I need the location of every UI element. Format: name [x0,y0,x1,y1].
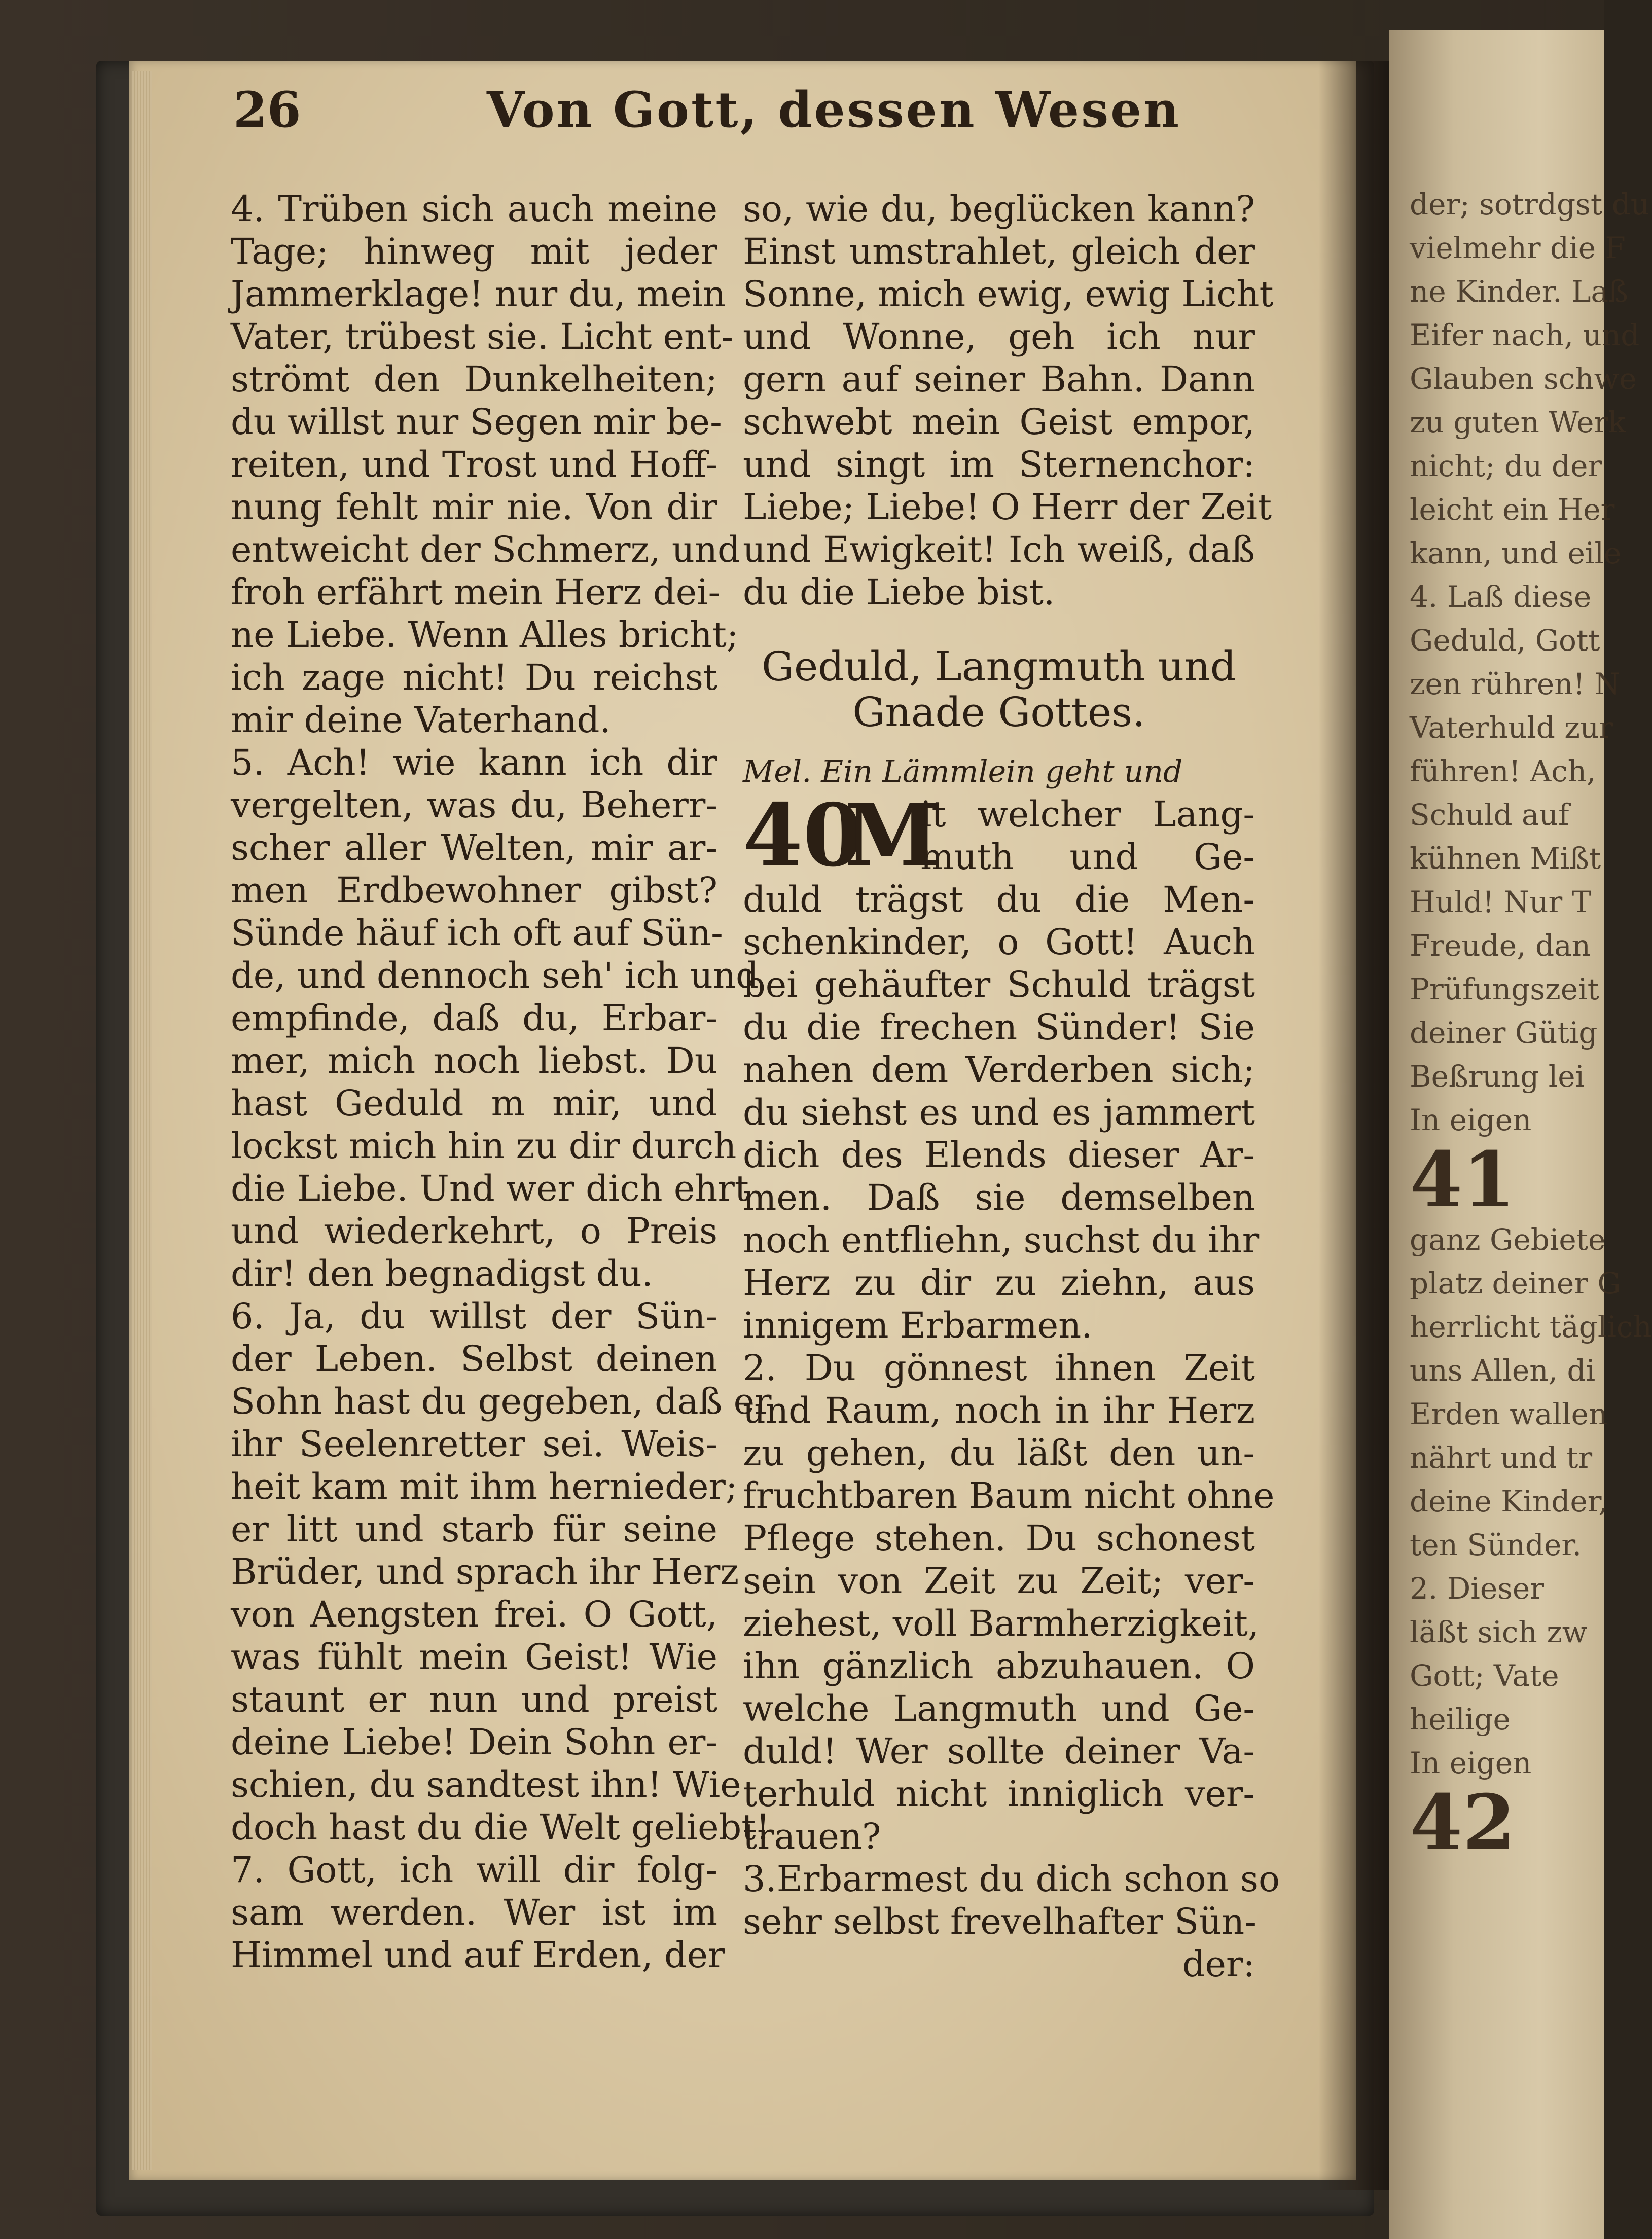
text-line: und Wonne, geh ich nur [743,316,1255,357]
left-column [231,188,772,1976]
next-page-fragment: Erden wallen [1410,1397,1608,1431]
text-line: men. Daß sie demselben [743,1177,1255,1218]
next-page-fragment: ten Sünder. [1410,1528,1582,1562]
text-line: hast Geduld m mir, und [231,1082,717,1124]
text-line: Brüder, und sprach ihr Herz [231,1551,739,1593]
text-line: bei gehäufter Schuld trägst [743,964,1255,1005]
spacer [743,735,1255,750]
next-page-fragment: Eifer nach, und [1410,318,1640,352]
text-line: froh erfährt mein Herz dei- [231,571,721,613]
text-line: sam werden. Wer ist im [231,1892,717,1933]
text-line: 3.Erbarmest du dich schon so [743,1858,1280,1900]
text-line: von Aengsten frei. O Gott, [231,1594,717,1635]
text-line: 5. Ach! wie kann ich dir [231,742,717,783]
next-page-text [1410,183,1652,1867]
next-page-fragment: kann, und eile [1410,536,1622,570]
text-line: sein von Zeit zu Zeit; ver- [743,1560,1255,1602]
next-page-fragment: 4. Laß diese [1410,580,1592,614]
next-page-fragment: ganz Gebiete [1410,1222,1606,1257]
next-page-fragment: Beßrung lei [1410,1059,1585,1094]
page-header [233,81,1298,142]
text-line: Herz zu dir zu ziehn, aus [743,1262,1255,1304]
text-line: lockst mich hin zu dir durch [231,1125,737,1167]
text-line: welche Langmuth und Ge- [743,1688,1255,1729]
next-page-fragment: Schuld auf [1410,798,1569,832]
text-line: Sohn hast du gegeben, daß er [231,1381,772,1422]
next-page-fragment: platz deiner G [1410,1266,1621,1301]
text-line: dir! den begnadigst du. [231,1253,653,1294]
text-line: men Erdbewohner gibst? [231,870,717,911]
next-page-fragment: 42 [1410,1778,1516,1867]
text-line: Sonne, mich ewig, ewig Licht [743,273,1274,315]
text-line: Einst umstrahlet, gleich der [743,231,1255,272]
right-column [743,188,1280,1985]
text-line: nahen dem Verderben sich; [743,1049,1255,1091]
text-line: 2. Du gönnest ihnen Zeit [743,1347,1255,1389]
next-page-fragment: ne Kinder. Laß [1410,274,1628,309]
text-line: duld! Wer sollte deiner Va- [743,1730,1255,1772]
text-line: und Ewigkeit! Ich weiß, daß [743,529,1255,570]
text-line: 7. Gott, ich will dir folg- [231,1849,717,1891]
text-line: entweicht der Schmerz, und [231,529,740,570]
text-line: ziehest, voll Barmherzigkeit, [743,1603,1260,1644]
next-page-fragment: deine Kinder, [1410,1484,1608,1519]
next-page-fragment: Gott; Vate [1410,1658,1559,1693]
text-line: Vater, trübest sie. Licht ent- [231,316,733,357]
text-line: Liebe; Liebe! O Herr der Zeit [743,486,1272,528]
text-line: mer, mich noch liebst. Du [231,1040,717,1081]
hymn-start [743,785,1255,886]
text-line: zu gehen, du läßt den un- [743,1432,1255,1474]
text-line: Pflege stehen. Du schonest [743,1518,1255,1559]
page-edges [132,71,152,2170]
text-line: strömt den Dunkelheiten; [231,358,717,400]
text-line: Sünde häuf ich oft auf Sün- [231,912,723,954]
next-page-fragment: heilige [1410,1702,1511,1737]
text-line: nung fehlt mir nie. Von dir [231,486,717,528]
text-line: dich des Elends dieser Ar- [743,1134,1255,1176]
drop-cap: M [844,785,940,886]
text-line: er litt und starb für seine [231,1508,717,1550]
next-page-fragment: vielmehr die F [1410,231,1626,265]
text-line: heit kam mit ihm hernieder; [231,1466,738,1507]
next-page-fragment: uns Allen, di [1410,1353,1596,1388]
running-head: Von Gott, dessen Wesen [487,81,1181,138]
book-gutter [1318,61,1389,2190]
text-line: scher aller Welten, mir ar- [231,827,717,869]
next-page-fragment: In eigen [1410,1103,1532,1137]
next-page-fragment: der; sotrdgst du [1410,187,1650,222]
next-page-fragment: Vaterhuld zur [1410,710,1613,745]
next-page-fragment: 2. Dieser [1410,1571,1544,1606]
text-line: so, wie du, beglücken kann? [743,188,1255,230]
text-line: de, und dennoch seh' ich und [231,955,759,996]
text-line: terhuld nicht inniglich ver- [743,1773,1255,1815]
text-line: it welcher Lang- [920,793,1255,835]
next-page-fragment: Glauben schwe [1410,362,1637,396]
text-line: du die Liebe bist. [743,571,1055,613]
next-page-fragment: herrlicht täglich [1410,1310,1652,1344]
text-line: 4. Trüben sich auch meine [231,188,717,230]
text-line: muth und Ge- [920,836,1255,878]
text-line: schwebt mein Geist empor, [743,401,1255,443]
catchword: der: [1182,1943,1255,1985]
next-page-fragment: Prüfungszeit [1410,972,1599,1006]
hymn-first-lines [920,793,1255,878]
section-title-line-2: Gnade Gottes. [852,689,1145,736]
text-line: noch entfliehn, suchst du ihr [743,1219,1260,1261]
text-line: Jammerklage! nur du, mein [231,273,726,315]
text-line: empfinde, daß du, Erbar- [231,997,717,1039]
text-line: innigem Erbarmen. [743,1305,1093,1346]
text-line: ihn gänzlich abzuhauen. O [743,1645,1255,1687]
spacer [743,613,1255,644]
text-line: und singt im Sternenchor: [743,444,1255,485]
text-line: du die frechen Sünder! Sie [743,1006,1255,1048]
text-line: Himmel und auf Erden, der [231,1934,725,1976]
next-page-fragment: Huld! Nur T [1410,885,1592,919]
text-line: vergelten, was du, Beherr- [231,784,717,826]
hymn-number: 40 [743,785,863,886]
text-line: schien, du sandtest ihn! Wie [231,1764,741,1805]
page-number: 26 [233,81,301,138]
text-line: du siehst es und es jammert [743,1092,1255,1133]
next-page-fragment: führen! Ach, [1410,754,1596,788]
text-line: was fühlt mein Geist! Wie [231,1636,717,1678]
text-line: doch hast du die Welt geliebt! [231,1807,770,1848]
next-page-fragment: nicht; du der [1410,449,1602,483]
next-page-fragment: zen rühren! N [1410,667,1621,701]
text-line: ihr Seelenretter sei. Weis- [231,1423,717,1465]
next-page-fragment: Freude, dan [1410,928,1591,963]
right-column-top [743,188,1274,613]
text-line: du willst nur Segen mir be- [231,401,722,443]
melody-line: Mel. Ein Lämmlein geht und [743,754,1183,789]
text-line: schenkinder, o Gott! Auch [743,921,1255,963]
right-column-rest [743,878,1280,1943]
text-line: deine Liebe! Dein Sohn er- [231,1721,717,1763]
text-line: die Liebe. Und wer dich ehrt [231,1168,749,1209]
text-line: der Leben. Selbst deinen [231,1338,717,1380]
text-line: staunt er nun und preist [231,1679,717,1720]
next-page-fragment: Geduld, Gott [1410,623,1600,658]
right-page-fragment [1389,30,1652,2239]
text-line: duld trägst du die Men- [743,879,1255,920]
text-line: und Raum, noch in ihr Herz [743,1390,1255,1431]
text-line: ich zage nicht! Du reichst [231,657,717,698]
text-line: mir deine Vaterhand. [231,699,611,741]
text-line: trauen? [743,1816,881,1857]
text-line: 6. Ja, du willst der Sün- [231,1295,717,1337]
text-line: ne Liebe. Wenn Alles bricht; [231,614,739,656]
text-line: reiten, und Trost und Hoff- [231,444,717,485]
next-page-fragment: leicht ein Her [1410,492,1615,527]
text-line: sehr selbst frevelhafter Sün- [743,1901,1256,1942]
next-page-fragment: deiner Gütig [1410,1016,1598,1050]
next-page-fragment: 41 [1410,1135,1516,1224]
next-page-fragment: läßt sich zw [1410,1615,1588,1649]
text-line: und wiederkehrt, o Preis [231,1210,717,1252]
text-line: Tage; hinweg mit jeder [231,231,717,272]
text-line: gern auf seiner Bahn. Dann [743,358,1255,400]
section-title-line-1: Geduld, Langmuth und [762,643,1236,690]
next-page-fragment: In eigen [1410,1746,1532,1780]
next-page-fragment: zu guten Werk [1410,405,1626,440]
text-line: fruchtbaren Baum nicht ohne [743,1475,1275,1516]
next-page-fragment: kühnen Mißt [1410,841,1601,876]
next-page-fragment: nährt und tr [1410,1440,1593,1475]
